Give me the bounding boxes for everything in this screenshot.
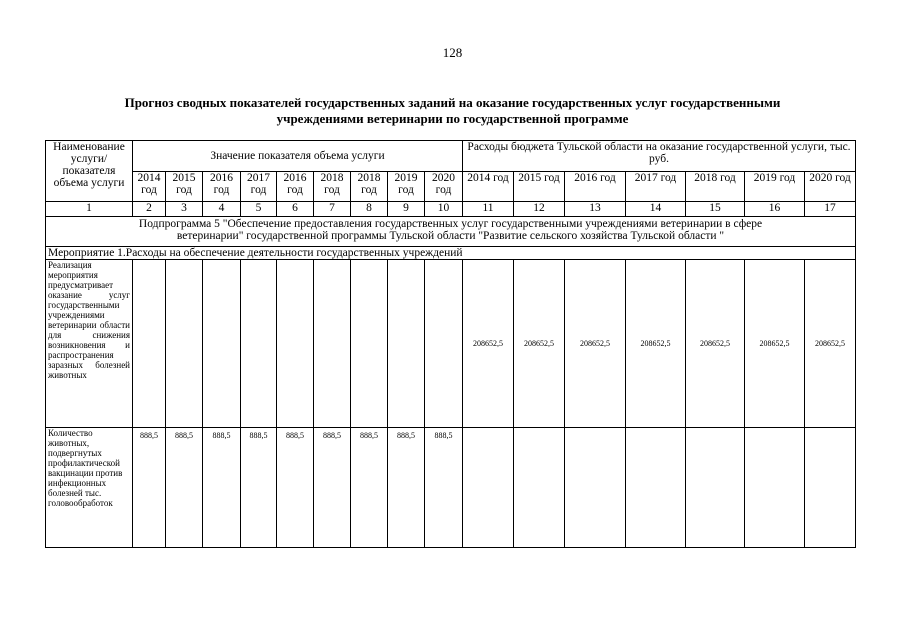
volume-cell — [425, 260, 463, 428]
volume-cell: 888,5 — [314, 428, 351, 548]
year-header: 2016 год — [203, 172, 241, 202]
page-number: 128 — [442, 45, 463, 60]
column-numbers-row — [46, 202, 856, 217]
volume-cell — [277, 260, 314, 428]
year-header: 2014 год — [463, 172, 514, 202]
year-header: 2018 год — [351, 172, 388, 202]
volume-cell — [351, 260, 388, 428]
expense-cell: 208652,5 — [514, 260, 565, 428]
volume-cell — [388, 260, 425, 428]
expense-cell: 208652,5 — [686, 260, 745, 428]
col-number: 10 — [425, 202, 463, 217]
volume-cell: 888,5 — [241, 428, 277, 548]
volume-cell: 888,5 — [277, 428, 314, 548]
header-expense-group: Расходы бюджета Тульской области на оказание государственной услуги, тыс. руб. — [463, 141, 856, 172]
volume-cell: 888,5 — [133, 428, 166, 548]
indicator-name: Количество животных, подвергнутых профилактической вакцинации против инфекционных болезней тыс. головообработок — [46, 428, 133, 548]
col-number: 7 — [314, 202, 351, 217]
col-number: 4 — [203, 202, 241, 217]
col-number: 13 — [565, 202, 626, 217]
volume-cell — [203, 260, 241, 428]
expense-cell: 208652,5 — [805, 260, 856, 428]
col-number: 17 — [805, 202, 856, 217]
volume-cell — [241, 260, 277, 428]
service-name: Реализация мероприятия предусматривает оказание услуг государственными учреждениями ветеринарии области для снижения возникновения и распространения заразных болезней животных — [46, 260, 133, 428]
measure-text: Мероприятие 1.Расходы на обеспечение деятельности государственных учреждений — [46, 247, 856, 260]
header-years-row — [46, 172, 856, 202]
table-row — [46, 260, 856, 428]
expense-cell: 208652,5 — [745, 260, 805, 428]
expense-cell: 208652,5 — [565, 260, 626, 428]
expense-cell — [463, 428, 514, 548]
col-number: 5 — [241, 202, 277, 217]
volume-cell — [166, 260, 203, 428]
subprogram-row — [46, 217, 856, 247]
expense-cell — [626, 428, 686, 548]
volume-cell — [314, 260, 351, 428]
expense-cell — [514, 428, 565, 548]
year-header: 2016 год — [277, 172, 314, 202]
header-row-1 — [46, 141, 856, 172]
table-row — [46, 428, 856, 548]
year-header: 2016 год — [565, 172, 626, 202]
col-number: 1 — [46, 202, 133, 217]
col-number: 16 — [745, 202, 805, 217]
year-header: 2018 год — [686, 172, 745, 202]
col-number: 3 — [166, 202, 203, 217]
col-number: 8 — [351, 202, 388, 217]
col-number: 6 — [277, 202, 314, 217]
volume-cell: 888,5 — [351, 428, 388, 548]
title-line-2: учреждениями ветеринарии по государственной программе — [276, 111, 629, 126]
year-header: 2014 год — [133, 172, 166, 202]
forecast-table — [45, 140, 856, 548]
col-number: 15 — [686, 202, 745, 217]
title-line-1: Прогноз сводных показателей государственных заданий на оказание государственных услуг государственными — [124, 95, 781, 110]
year-header: 2015 год — [166, 172, 203, 202]
expense-cell: 208652,5 — [463, 260, 514, 428]
year-header: 2015 год — [514, 172, 565, 202]
year-header: 2020 год — [805, 172, 856, 202]
expense-cell: 208652,5 — [626, 260, 686, 428]
col-number: 11 — [463, 202, 514, 217]
expense-cell — [686, 428, 745, 548]
header-volume-group: Значение показателя объема услуги — [133, 141, 463, 172]
measure-row — [46, 247, 856, 260]
expense-cell — [565, 428, 626, 548]
year-header: 2017 год — [626, 172, 686, 202]
expense-cell — [745, 428, 805, 548]
volume-cell: 888,5 — [425, 428, 463, 548]
year-header: 2018 год — [314, 172, 351, 202]
subprogram-text: Подпрограмма 5 "Обеспечение предоставления государственных услуг государственными учреждениями ветеринарии в сфере ветеринарии" государственной программы Тульской области "Развитие сельского хозяйства Тульской области " — [46, 217, 856, 247]
col-number: 14 — [626, 202, 686, 217]
col-number: 9 — [388, 202, 425, 217]
year-header: 2019 год — [388, 172, 425, 202]
volume-cell — [133, 260, 166, 428]
volume-cell: 888,5 — [166, 428, 203, 548]
year-header: 2019 год — [745, 172, 805, 202]
header-name-col: Наименование услуги/ показателя объема услуги — [46, 141, 133, 202]
expense-cell — [805, 428, 856, 548]
year-header: 2017 год — [241, 172, 277, 202]
col-number: 2 — [133, 202, 166, 217]
document-title — [40, 95, 865, 127]
volume-cell: 888,5 — [203, 428, 241, 548]
col-number: 12 — [514, 202, 565, 217]
year-header: 2020 год — [425, 172, 463, 202]
volume-cell: 888,5 — [388, 428, 425, 548]
